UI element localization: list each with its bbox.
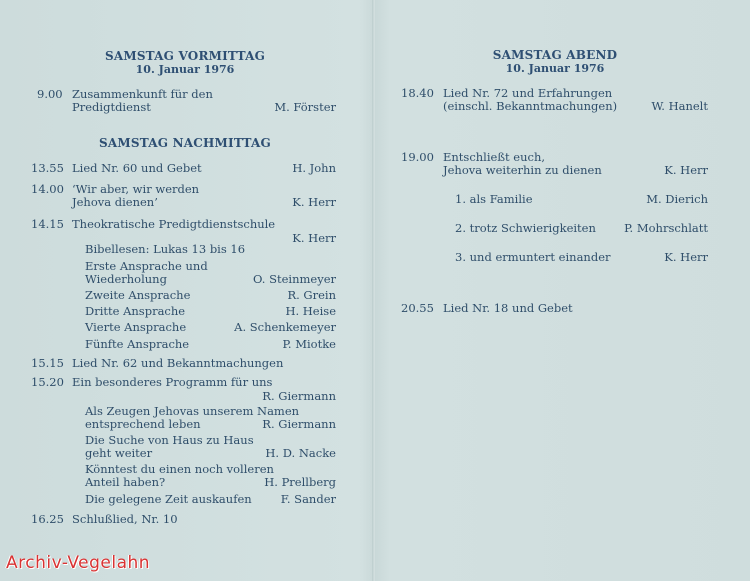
evening-date: 10. Januar 1976 (505, 62, 605, 75)
center-fold (372, 0, 375, 581)
time-1355: 13.55 (31, 161, 64, 175)
program-2-line1: Die Suche von Haus zu Haus (85, 433, 254, 447)
school-fourth: Vierte Ansprache (85, 320, 187, 334)
program-4-speaker: F. Sander (280, 492, 336, 506)
time-1520: 15.20 (31, 375, 64, 389)
morning-title-line1: Zusammenkunft für den (72, 87, 213, 101)
item-1900-title-line2: Jehova weiterhin zu dienen (443, 163, 602, 177)
time-morning: 9.00 (37, 87, 63, 101)
item-1520-speaker: R. Giermann (262, 389, 336, 403)
item-1840-speaker: W. Hanelt (651, 99, 708, 113)
morning-title-line2: Predigtdienst (72, 100, 151, 114)
item-1400-speaker: K. Herr (292, 195, 336, 209)
sub-1-speaker: M. Dierich (646, 192, 708, 206)
program-1-line2: entsprechend leben (85, 417, 201, 431)
school-second-speaker: R. Grein (287, 288, 336, 302)
time-1625: 16.25 (31, 512, 64, 526)
item-1840-title-line2: (einschl. Bekanntmachungen) (443, 99, 618, 113)
school-second: Zweite Ansprache (85, 288, 191, 302)
program-2-speaker: H. D. Nacke (265, 446, 336, 460)
time-1840: 18.40 (401, 86, 434, 100)
item-1520-title: Ein besonderes Programm für uns (72, 375, 273, 389)
program-1-line1: Als Zeugen Jehovas unserem Namen (85, 404, 300, 418)
item-1900-title-line1: Entschließt euch, (443, 150, 546, 164)
item-1515-title: Lied Nr. 62 und Bekanntmachungen (72, 356, 284, 370)
sub-3-title: 3. und ermuntert einander (455, 250, 611, 264)
morning-date: 10. Januar 1976 (135, 63, 235, 76)
program-1-speaker: R. Giermann (262, 417, 336, 431)
item-1400-title-line1: ‘Wir aber, wir werden (72, 182, 200, 196)
school-third: Dritte Ansprache (85, 304, 186, 318)
school-third-speaker: H. Heise (285, 304, 336, 318)
morning-speaker: M. Förster (274, 100, 336, 114)
sub-1-title: 1. als Familie (455, 192, 533, 206)
school-first-speaker: O. Steinmeyer (253, 272, 336, 286)
school-first-line1: Erste Ansprache und (85, 259, 208, 273)
item-1400-title-line2: Jehova dienen’ (72, 195, 158, 209)
time-1415: 14.15 (31, 217, 64, 231)
program-3-line2: Anteil haben? (85, 475, 166, 489)
evening-heading: SAMSTAG ABEND (492, 48, 618, 62)
sub-2-title: 2. trotz Schwierigkeiten (455, 221, 596, 235)
time-1900: 19.00 (401, 150, 434, 164)
school-bible-reading: Bibellesen: Lukas 13 bis 16 (85, 242, 246, 256)
item-1415-title: Theokratische Predigtdienstschule (72, 217, 276, 231)
archive-watermark: Archiv-Vegelahn (6, 553, 151, 573)
program-3-speaker: H. Prellberg (264, 475, 336, 489)
item-1840-title-line1: Lied Nr. 72 und Erfahrungen (443, 86, 613, 100)
time-1400: 14.00 (31, 182, 64, 196)
morning-heading: SAMSTAG VORMITTAG (104, 49, 266, 63)
item-1355-title: Lied Nr. 60 und Gebet (72, 161, 202, 175)
time-2055: 20.55 (401, 301, 434, 315)
program-4: Die gelegene Zeit auskaufen (85, 492, 252, 506)
item-1415-speaker: K. Herr (292, 231, 336, 245)
item-1900-speaker: K. Herr (664, 163, 708, 177)
item-1355-speaker: H. John (292, 161, 336, 175)
item-1625-title: Schlußlied, Nr. 10 (72, 512, 178, 526)
item-2055-title: Lied Nr. 18 und Gebet (443, 301, 573, 315)
school-fifth-speaker: P. Miotke (282, 337, 336, 351)
afternoon-heading: SAMSTAG NACHMITTAG (99, 136, 271, 150)
sub-3-speaker: K. Herr (664, 250, 708, 264)
program-2-line2: geht weiter (85, 446, 153, 460)
school-fourth-speaker: A. Schenkemeyer (234, 320, 336, 334)
time-1515: 15.15 (31, 356, 64, 370)
program-3-line1: Könntest du einen noch volleren (85, 462, 274, 476)
school-first-line2: Wiederholung (85, 272, 167, 286)
sub-2-speaker: P. Mohrschlatt (624, 221, 708, 235)
school-fifth: Fünfte Ansprache (85, 337, 190, 351)
